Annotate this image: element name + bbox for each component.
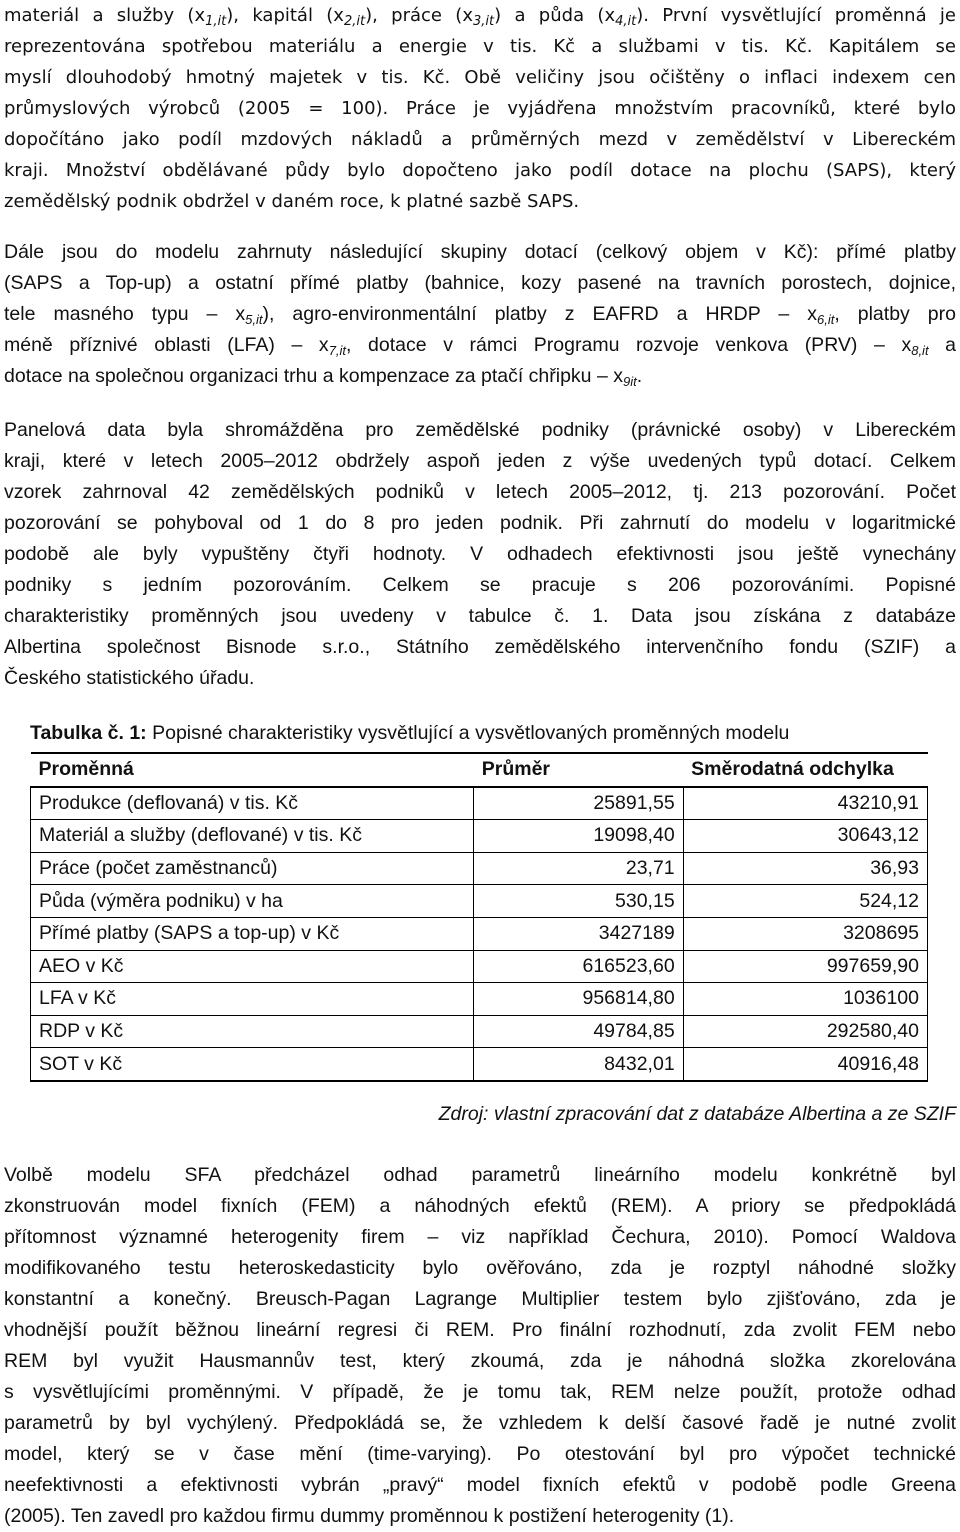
- text-line: Volbě modelu SFA předcházel odhad parametrů lineárního modelu konkrétně byl: [4, 1164, 956, 1186]
- cell-variable: SOT v Kč: [31, 1048, 474, 1081]
- cell-std-dev: 997659,90: [683, 950, 927, 983]
- text-line: Albertina společnost Bisnode s.r.o., Státního zemědělského intervenčního fondu (SZIF) a: [4, 636, 956, 658]
- text-line: zemědělský podnik obdržel v daném roce, k platné sazbě SAPS.: [4, 191, 580, 212]
- descriptive-stats-table: [30, 752, 928, 1082]
- cell-mean: 8432,01: [474, 1048, 683, 1081]
- text-line: podobě ale byly vypuštěny čtyři hodnoty. V odhadech efektivnosti jsou ještě vynechány: [4, 543, 956, 565]
- cell-std-dev: 36,93: [683, 852, 927, 885]
- table-row: [31, 820, 928, 853]
- table-caption: [30, 718, 930, 749]
- cell-variable: Práce (počet zaměstnanců): [31, 852, 474, 885]
- text-line: dopočítáno jako podíl mzdových nákladů a průměrných mezd v zemědělství v Libereckém: [4, 129, 956, 150]
- cell-variable: AEO v Kč: [31, 950, 474, 983]
- text-line: méně příznivé oblasti $(LFA) - x_{7,it}$, dotace v rámci Programu rozvoje venkova $(PRV) - x_{8,it}$ a: [4, 334, 957, 358]
- cell-variable: Půda (výměra podniku) v ha: [31, 885, 474, 918]
- text-line: reprezentována spotřebou materiálu a energie v tis. Kč a službami v tis. Kč. Kapitálem se: [4, 36, 956, 57]
- text-line: modifikovaného testu heteroskedasticity bylo ověřováno, zda je rozptyl náhodné složky: [4, 1257, 956, 1279]
- text-line: (2005). Ten zavedl pro každou firmu dummy proměnnou k postižení heterogenity (1).: [4, 1505, 735, 1527]
- table-row: [31, 885, 928, 918]
- text-line: přítomnost významné heterogenity firem – viz například Čechura, 2010). Pomocí Waldova: [4, 1226, 956, 1248]
- text-line: charakteristiky proměnných jsou uvedeny v tabulce č. 1. Data jsou získána z databáze: [4, 605, 956, 627]
- cell-variable: Materiál a služby (deflované) v tis. Kč: [31, 820, 474, 853]
- header-variable: Proměnná: [31, 753, 474, 787]
- cell-mean: 19098,40: [474, 820, 683, 853]
- cell-std-dev: 30643,12: [683, 820, 927, 853]
- text-line: Českého statistického úřadu.: [4, 667, 255, 689]
- cell-std-dev: 43210,91: [683, 787, 927, 820]
- cell-mean: 25891,55: [474, 787, 683, 820]
- text-line: parametrů by byl vychýlený. Předpokládá se, že vzhledem k delší časové řadě je nutné zvolit: [4, 1412, 956, 1434]
- table-row: [31, 852, 928, 885]
- table-row: [31, 983, 928, 1016]
- cell-mean: 530,15: [474, 885, 683, 918]
- paragraph-subsidies: [4, 237, 956, 392]
- cell-mean: 23,71: [474, 852, 683, 885]
- cell-variable: RDP v Kč: [31, 1015, 474, 1048]
- cell-std-dev: 524,12: [683, 885, 927, 918]
- text-line: dotace na společnou organizaci trhu a kompenzace za ptačí chřipku – $x_{9it}$.: [4, 365, 643, 389]
- cell-mean: 3427189: [474, 917, 683, 950]
- cell-variable: LFA v Kč: [31, 983, 474, 1016]
- cell-mean: 616523,60: [474, 950, 683, 983]
- text-line: REM byl využit Hausmannův test, který zkoumá, zda je náhodná složka zkorelována: [4, 1350, 956, 1372]
- cell-std-dev: 3208695: [683, 917, 927, 950]
- table-caption-label: Tabulka č. 1:: [30, 722, 147, 744]
- table-caption-text: Popisné charakteristiky vysvětlující a vysvětlovaných proměnných modelu: [146, 722, 790, 744]
- cell-mean: 956814,80: [474, 983, 683, 1016]
- table-source: Zdroj: vlastní zpracování dat z databáze Albertina a ze SZIF: [438, 1103, 956, 1125]
- text-line: (SAPS a Top-up) a ostatní přímé platby (bahnice, kozy pasené na travních porostech, dojnice,: [4, 272, 956, 294]
- text-line: model, který se v čase mění (time-varying). Po otestování byl pro výpočet technické: [4, 1443, 956, 1465]
- table-header-row: [31, 753, 928, 787]
- text-line: neefektivnosti a efektivnosti vybrán „pravý“ model fixních efektů v podobě podle Greena: [4, 1474, 956, 1496]
- text-line: Panelová data byla shromážděna pro zemědělské podniky (právnické osoby) v Libereckém: [4, 419, 956, 441]
- text-line: konstantní a konečný. Breusch-Pagan Lagrange Multiplier testem bylo zjišťováno, zda je: [4, 1288, 956, 1310]
- text-line: pozorování se pohyboval od 1 do 8 pro jeden podnik. Při zahrnutí do modelu v logaritmické: [4, 512, 956, 534]
- text-line: průmyslových výrobců (2005 = 100). Práce je vyjádřena množstvím pracovníků, které bylo: [4, 98, 956, 119]
- text-line: Dále jsou do modelu zahrnuty následující skupiny dotací (celkový objem v Kč): přímé platby: [4, 241, 956, 263]
- header-std-dev: Směrodatná odchylka: [683, 753, 927, 787]
- text-line: kraji, které v letech 2005–2012 obdržely aspoň jeden z výše uvedených typů dotací. Celkem: [4, 450, 956, 472]
- paragraph-model-selection: [4, 1160, 956, 1532]
- cell-std-dev: 292580,40: [683, 1015, 927, 1048]
- table-row: [31, 787, 928, 820]
- table-row: [31, 917, 928, 950]
- text-line: vhodnější použít běžnou lineární regresi či REM. Pro finální rozhodnutí, zda zvolit FEM nebo: [4, 1319, 956, 1341]
- text-line: zkonstruován model fixních (FEM) a náhodných efektů (REM). A priory se předpokládá: [4, 1195, 956, 1217]
- cell-std-dev: 1036100: [683, 983, 927, 1016]
- text-line: tele masného typu – $x_{5,it}$), agro-environmentální platby z EAFRD a HRDP – $x_{6,it}$, platby pro: [4, 303, 956, 327]
- cell-std-dev: 40916,48: [683, 1048, 927, 1081]
- table-row: [31, 950, 928, 983]
- cell-variable: Produkce (deflovaná) v tis. Kč: [31, 787, 474, 820]
- text-line: kraji. Množství obdělávané půdy bylo dopočteno jako podíl dotace na plochu (SAPS), který: [4, 160, 956, 181]
- cell-variable: Přímé platby (SAPS a top-up) v Kč: [31, 917, 474, 950]
- table-row: [31, 1048, 928, 1081]
- text-line: podniky s jedním pozorováním. Celkem se pracuje s 206 pozorováními. Popisné: [4, 574, 956, 596]
- text-line: materiál a služby $(x_{1,it})$, kapitál $(x_{2,it})$, práce $(x_{3,it})$ a půda $(x_{4,it})$. První vysvětlující proměnná je: [4, 5, 956, 29]
- text-line: vzorek zahrnoval 42 zemědělských podniků v letech 2005–2012, tj. 213 pozorování. Počet: [4, 481, 956, 503]
- cell-mean: 49784,85: [474, 1015, 683, 1048]
- text-line: s vysvětlujícími proměnnými. V případě, že je tomu tak, REM nelze použít, protože odhad: [4, 1381, 956, 1403]
- text-line: myslí dlouhodobý hmotný majetek v tis. Kč. Obě veličiny jsou očištěny o inflaci indexem cen: [4, 67, 956, 88]
- table-row: [31, 1015, 928, 1048]
- header-mean: Průměr: [474, 753, 683, 787]
- paragraph-panel-data: [4, 415, 956, 694]
- paragraph-variables: [4, 0, 956, 217]
